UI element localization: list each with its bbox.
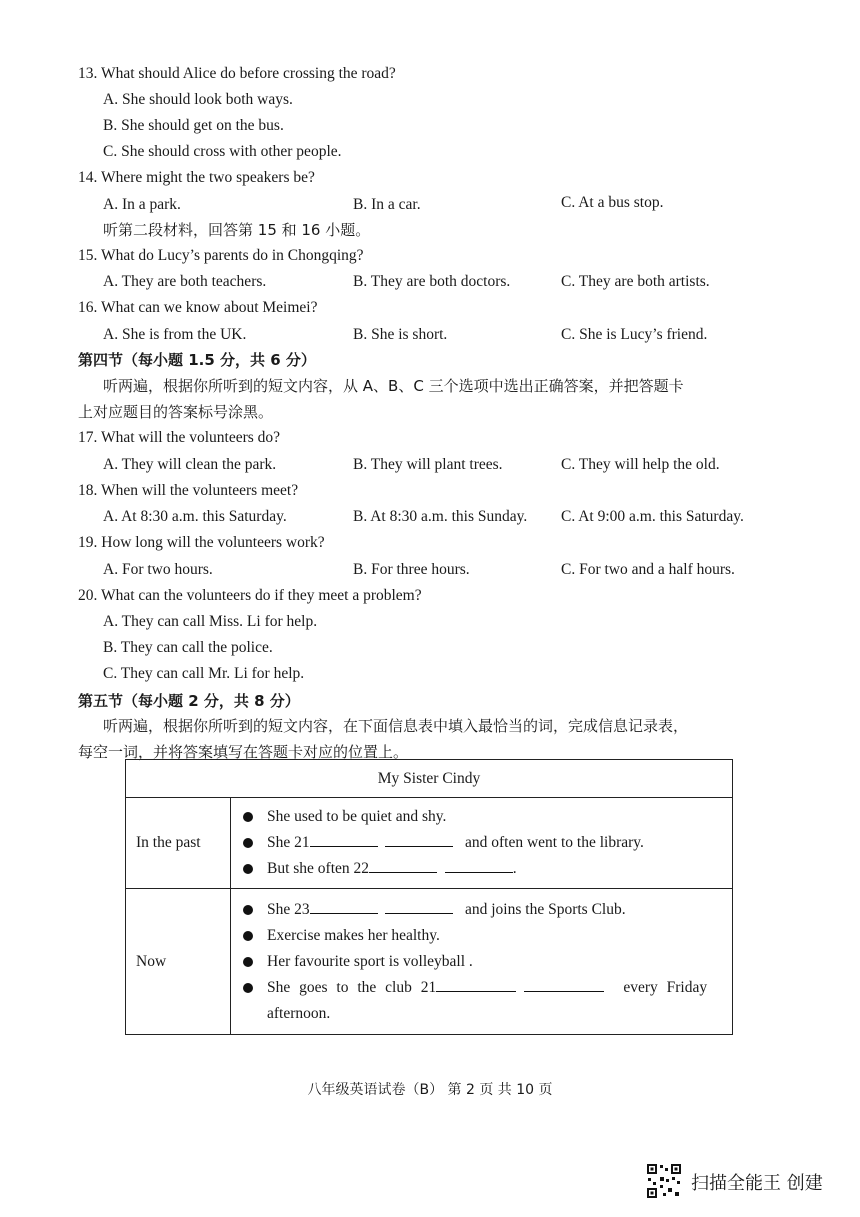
- blank-24b[interactable]: [524, 977, 604, 992]
- question-15: 15. What do Lucy’s parents do in Chongqing?: [78, 247, 364, 264]
- blank-24a[interactable]: [436, 977, 516, 992]
- question-16: 16. What can we know about Meimei?: [78, 299, 318, 316]
- q20-option-b: B. They can call the police.: [103, 639, 273, 656]
- question-14: 14. Where might the two speakers be?: [78, 169, 315, 186]
- past-item-2: [243, 830, 732, 856]
- question-13: 13. What should Alice do before crossing the road?: [78, 65, 396, 82]
- blank-23a[interactable]: [310, 899, 378, 914]
- question-19: 19. How long will the volunteers work?: [78, 534, 325, 551]
- section5-instruction-1: 听两遍，根据你所听到的短文内容，在下面信息表中填入最恰当的词，完成信息记录表，: [103, 717, 689, 735]
- now-item-1-tail: and joins the Sports Club.: [465, 900, 626, 918]
- q15-option-b: B. They are both doctors.: [353, 273, 511, 290]
- info-table: [125, 759, 733, 1035]
- q19-option-a: A. For two hours.: [103, 561, 213, 578]
- q17-option-a: A. They will clean the park.: [103, 456, 277, 473]
- past-cell: [231, 798, 733, 889]
- now-item-2-text: Exercise makes her healthy.: [267, 926, 440, 944]
- q20-option-a: A. They can call Miss. Li for help.: [103, 613, 318, 630]
- q20-option-c: C. They can call Mr. Li for help.: [103, 665, 305, 682]
- blank-23b[interactable]: [385, 899, 453, 914]
- blank-21b[interactable]: [385, 832, 453, 847]
- section4-title: 第四节（每小题 1.5 分，共 6 分）: [78, 351, 316, 369]
- blank-22a[interactable]: [369, 858, 437, 873]
- q13-option-b: B. She should get on the bus.: [103, 117, 284, 134]
- q14-option-b: B. In a car.: [353, 196, 421, 213]
- now-item-1: [243, 897, 732, 923]
- q13-option-c: C. She should cross with other people.: [103, 143, 342, 160]
- question-17: 17. What will the volunteers do?: [78, 429, 281, 446]
- q16-option-b: B. She is short.: [353, 326, 448, 343]
- section5-title: 第五节（每小题 2 分，共 8 分）: [78, 692, 300, 710]
- q15-option-c: C. They are both artists.: [561, 273, 710, 290]
- qr-code-icon: [646, 1163, 682, 1199]
- past-item-2-text: She 21: [267, 834, 310, 851]
- q13-option-a: A. She should look both ways.: [103, 91, 293, 108]
- question-18: 18. When will the volunteers meet?: [78, 482, 299, 499]
- q17-option-c: C. They will help the old.: [561, 456, 720, 473]
- now-label: Now: [126, 889, 231, 1035]
- q19-option-c: C. For two and a half hours.: [561, 561, 735, 578]
- q19-option-b: B. For three hours.: [353, 561, 470, 578]
- section2-instruction: 听第二段材料，回答第 15 和 16 小题。: [103, 221, 371, 239]
- page-footer: 八年级英语试卷（B） 第 2 页 共 10 页: [307, 1082, 553, 1098]
- now-item-4-cont: afternoon.: [267, 1004, 331, 1022]
- q15-option-a: A. They are both teachers.: [103, 273, 267, 290]
- past-item-3: [243, 856, 732, 882]
- q14-option-c: C. At a bus stop.: [561, 194, 664, 211]
- watermark-text: 扫描全能王 创建: [691, 1173, 823, 1194]
- blank-21a[interactable]: [310, 832, 378, 847]
- past-label: In the past: [126, 798, 231, 889]
- now-item-3: [243, 949, 732, 975]
- scanner-watermark: [646, 1163, 836, 1199]
- section5-instruction-2: 每空一词，并将答案填写在答题卡对应的位置上。: [78, 743, 409, 761]
- past-item-2-tail: and often went to the library.: [465, 834, 644, 851]
- now-cell: [231, 889, 733, 1035]
- past-item-3-tail: .: [512, 860, 517, 877]
- now-item-4-text: She goes to the club 21: [267, 978, 437, 996]
- section4-instruction-2: 上对应题目的答案标号涂黑。: [78, 403, 274, 421]
- now-item-1-text: She 23: [267, 900, 310, 918]
- blank-22b[interactable]: [445, 858, 513, 873]
- now-item-3-text: Her favourite sport is volleyball .: [267, 952, 473, 970]
- q18-option-c: C. At 9:00 a.m. this Saturday.: [561, 508, 744, 525]
- question-20: 20. What can the volunteers do if they meet a problem?: [78, 587, 422, 604]
- table-title: My Sister Cindy: [126, 760, 733, 798]
- q18-option-a: A. At 8:30 a.m. this Saturday.: [103, 508, 287, 525]
- now-item-4-tail: every Friday: [623, 978, 708, 996]
- past-item-1-text: She used to be quiet and shy.: [267, 808, 447, 825]
- q18-option-b: B. At 8:30 a.m. this Sunday.: [353, 508, 528, 525]
- q14-option-a: A. In a park.: [103, 196, 181, 213]
- q16-option-a: A. She is from the UK.: [103, 326, 247, 343]
- q17-option-b: B. They will plant trees.: [353, 456, 503, 473]
- past-item-3-text: But she often 22: [267, 860, 370, 877]
- now-item-4: [243, 975, 732, 1027]
- past-item-1: [243, 804, 732, 830]
- section4-instruction-1: 听两遍，根据你所听到的短文内容，从 A、B、C 三个选项中选出正确答案，并把答题卡: [103, 377, 684, 395]
- now-item-2: [243, 923, 732, 949]
- q16-option-c: C. She is Lucy’s friend.: [561, 326, 708, 343]
